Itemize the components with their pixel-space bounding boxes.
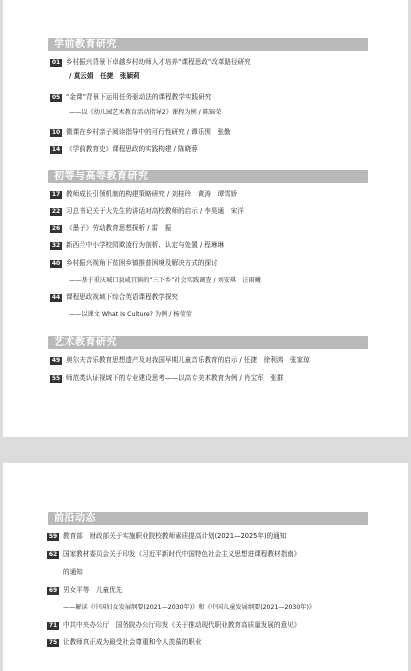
page-number-badge: 44 bbox=[51, 293, 61, 301]
toc-entry[interactable] bbox=[50, 128, 380, 138]
page-number-badge: 62 bbox=[48, 550, 58, 558]
page-number-badge: 40 bbox=[51, 259, 61, 267]
toc-entry[interactable] bbox=[50, 224, 380, 234]
entry-title: “金课”背景下运用任务驱动法的课程教学实践研究 bbox=[66, 93, 212, 101]
entry-title: 教师成长引领机制的构建策略研究 / 刘桂玲 黄涛 谭雪娇 bbox=[66, 190, 238, 198]
section-title: 初等与高等教育研究 bbox=[54, 171, 149, 182]
page-number-badge: 69 bbox=[48, 586, 58, 594]
toc-entry[interactable] bbox=[47, 621, 377, 631]
page-number-badge: 49 bbox=[51, 356, 61, 364]
page-number-badge: 71 bbox=[48, 621, 58, 629]
entry-title: 教育部 财政部关于实施职业院校教师素质提高计划(2021—2025年)的通知 bbox=[63, 532, 287, 540]
page-number-badge: 22 bbox=[51, 207, 61, 215]
section-title: 艺术教育研究 bbox=[54, 337, 117, 348]
toc-entry[interactable] bbox=[50, 93, 380, 103]
toc-entry[interactable] bbox=[50, 293, 380, 303]
entry-subtitle: ——解读《中国妇女发展纲要(2021—2030年)》和《中国儿童发展纲要(2021—2030年)》 bbox=[63, 604, 316, 611]
page-number-badge: 05 bbox=[51, 93, 61, 101]
page-number-badge: 17 bbox=[51, 190, 61, 198]
toc-entry[interactable] bbox=[50, 356, 380, 366]
entry-title: 习总书记关于大先生的讲话对高校教师的启示 / 李昊通 宋洋 bbox=[66, 207, 244, 215]
toc-entry[interactable] bbox=[50, 241, 380, 251]
section-title: 前沿动态 bbox=[54, 513, 96, 524]
toc-entry[interactable] bbox=[50, 190, 380, 200]
toc-entry[interactable] bbox=[47, 586, 377, 596]
entry-title: 微课在乡村亲子阅读指导中的可行性研究 / 谭乐围 张勤 bbox=[66, 128, 231, 136]
toc-entry[interactable] bbox=[50, 207, 380, 217]
section-header-art bbox=[48, 336, 368, 349]
entry-title: 国家教材委员会关于印发《习近平新时代中国特色社会主义思想进课程教材指南》 bbox=[63, 550, 301, 558]
page-number-badge: 32 bbox=[51, 241, 61, 249]
page-number-badge: 01 bbox=[51, 58, 61, 66]
entry-title: 让教师真正成为最受社会尊重和令人羡慕的职业 bbox=[63, 638, 202, 646]
page-number-badge: 10 bbox=[51, 128, 61, 136]
page-number-badge: 55 bbox=[51, 374, 61, 382]
section-header-frontier bbox=[48, 512, 368, 525]
entry-subtitle: ——以课文 What Is Culture? 为例 / 杨莹莹 bbox=[69, 311, 192, 318]
entry-title: 乡村振兴视角下贫困乡镇推普困境及解决方式的探讨 bbox=[66, 259, 218, 267]
toc-entry[interactable] bbox=[50, 374, 380, 384]
page-number-badge: 59 bbox=[48, 532, 58, 540]
entry-title: 课程思政视域下综合英语课程教学探究 bbox=[66, 293, 179, 301]
journal-page-top bbox=[3, 0, 408, 437]
entry-title: 男女平等 儿童优先 bbox=[63, 586, 123, 594]
entry-subtitle: ——以《幼儿园艺术教育活动指导2》课程为例 / 陈锦荣 bbox=[69, 109, 222, 116]
page-number-badge: 26 bbox=[51, 224, 61, 232]
toc-entry[interactable] bbox=[47, 532, 377, 542]
entry-title: 奥尔夫音乐教育思想遗产及对我国早期儿童音乐教育的启示 / 任捷 徐利鸿 张家琼 bbox=[66, 356, 310, 364]
toc-entry[interactable] bbox=[50, 259, 380, 269]
journal-page-bottom bbox=[3, 463, 408, 671]
entry-continuation: 的通知 bbox=[63, 568, 83, 576]
entry-title: 新西兰中小学校园欺凌行为剖析、认定与处置 / 程琳琳 bbox=[66, 241, 225, 249]
page-number-badge: 75 bbox=[48, 638, 58, 646]
toc-entry[interactable] bbox=[50, 58, 380, 68]
section-title: 学前教育研究 bbox=[54, 39, 117, 50]
entry-title: 乡村振兴背景下卓越乡村幼师人才培养“课程思政”改革路径研究 bbox=[66, 58, 251, 66]
entry-subtitle: ——基于重庆城口县咸宜镇的“三下乡”社会实践调查 / 刘安琪 汪雨曦 bbox=[69, 277, 261, 284]
toc-entry[interactable] bbox=[47, 638, 377, 648]
entry-title: 中共中央办公厅 国务院办公厅印发《关于推动现代职业教育高质量发展的意见》 bbox=[63, 621, 301, 629]
entry-title: 师范类认证视域下的专业建设思考——以高专美术教育为例 / 肖宝军 张群 bbox=[66, 374, 284, 382]
entry-title: 《墨子》劳动教育思想探析 / 雷 振 bbox=[66, 224, 172, 232]
entry-title: 《学前教育史》课程思政的实践构建 / 陈晓蓉 bbox=[66, 145, 198, 153]
toc-entry[interactable] bbox=[47, 550, 377, 560]
toc-entry[interactable] bbox=[50, 145, 380, 155]
page-number-badge: 14 bbox=[51, 145, 61, 153]
section-header-preschool bbox=[48, 38, 368, 51]
entry-authors: / 莫云娟 任捷 张颖莉 bbox=[69, 72, 140, 80]
section-header-primary-higher bbox=[48, 170, 368, 183]
